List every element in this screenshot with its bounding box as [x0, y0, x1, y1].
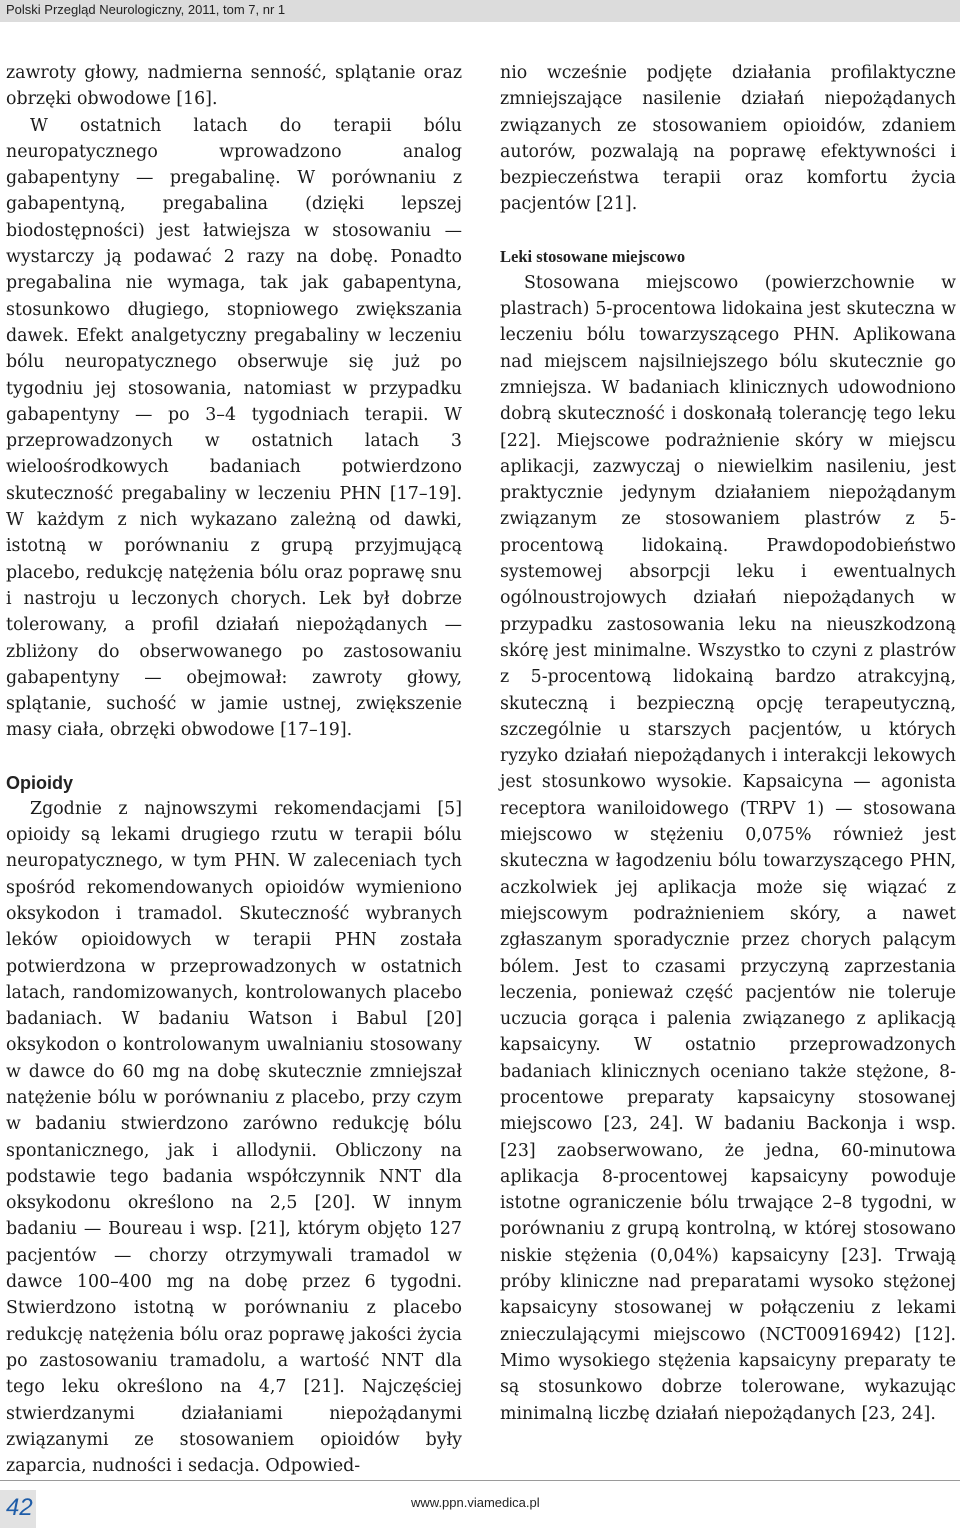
paragraph: Stosowana miejscowo (powierzchownie w plastrach) 5-procentowa lidokaina jest skuteczna w leczeniu bólu towarzyszącego PHN. Aplikowana nad miejscem najsilniejszego bólu skutecznie go zmniejsza. W badaniach klinicznych udowodniono dobrą skuteczność i doskonałą tolerancję tego leku [22]. Miejscowe podrażnienie skóry w miejscu aplikacji, zazwyczaj o niewielkim nasileniu, jest praktycznie jedynym działaniem niepożądanym związanym ze stosowaniem plastrów z 5-procentową lidokainą. Prawdopodobieństwo systemowej absorpcji leku i ewentualnych ogólnoustrojowych działań niepożądanych w przypadku zastosowania leku na nieuszkodzoną skórę jest minimalne. Wszystko to czyni z plastrów z 5-procentową lidokainą bardzo atrakcyjną, skuteczną i bezpieczną opcję terapeutyczną, szczególnie u starszych pacjentów, u których ryzyko działań niepożądanych i interakcji lekowych jest stosunkowo wysokie. Kapsaicyna — agonista receptora waniloidowego (TRPV 1) — stosowana miejscowo w stężeniu 0,075% również jest skuteczna w łagodzeniu bólu towarzyszącego PHN, aczkolwiek jej aplikacja może się wiązać z miejscowym podrażnieniem skóry, a nawet zgłaszanym sporadycznie przez chorych palącym bólem. Jest to czasami przyczyną zaprzestania leczenia, ponieważ część pacjentów nie toleruje uczucia gorąca i palenia związanego z aplikacją kapsaicyny. W ostatnio przeprowadzonych badaniach klinicznych oceniano także stężone, 8-procentowe preparaty kapsaicyny stosowanej miejscowo [23, 24]. W badaniu Backonja i wsp. [23] zaobserwowano, że jedna, 60-minutowa aplikacja 8-procentowej kapsaicyny powoduje istotne ograniczenie bólu trwające 2–8 tygodni, w porównaniu z grupą kontrolną, w której stosowano niskie stężenia (0,04%) kapsaicyny [23]. Trwają próby kliniczne nad preparatami wysoko stężonej kapsaicyny stosowanej w połączeniu z lekami znieczulającymi miejscowo (NCT00916942) [12]. Mimo wysokiego stężenia kapsaicyny preparaty te są stosunkowo dobrze tolerowane, wykazując minimalną liczbę działań niepożądanych [23, 24]. [500, 272, 956, 1424]
footer-divider [0, 1480, 960, 1481]
section-heading-leki-miejscowo: Leki stosowane miejscowo [500, 246, 686, 266]
journal-title: Polski Przegląd Neurologiczny, 2011, tom 7, nr 1 [6, 2, 286, 17]
website-link[interactable]: www.ppn.viamedica.pl [411, 1495, 540, 1510]
journal-header-bar [0, 0, 960, 22]
left-column [6, 60, 462, 1479]
section-heading-opioidy: Opioidy [6, 772, 73, 793]
page-number: 42 [6, 1494, 33, 1521]
paragraph: nio wcześnie podjęte działania profilaktyczne zmniejszające nasilenie działań niepożądanych związanych ze stosowaniem opioidów, zdaniem autorów, pozwalają na poprawę efektywności i bezpieczeństwa terapii oraz komfortu życia pacjentów [21]. [500, 63, 956, 215]
paragraph: Zgodnie z najnowszymi rekomendacjami [5] opioidy są lekami drugiego rzutu w terapii bólu neuropatycznego, w tym PHN. W zaleceniach tych spośród rekomendowanych opioidów wymieniono oksykodon i tramadol. Skuteczność wybranych leków opioidowych w terapii PHN została potwierdzona w przeprowadzonych w ostatnich latach, randomizowanych, kontrolowanych placebo badaniach. W badaniu Watson i Babul [20] oksykodon o kontrolowanym uwalnianiu stosowany w dawce do 60 mg na dobę skutecznie zmniejszał natężenie bólu w porównaniu z placebo, przy czym w badaniu stwierdzono zarówno redukcję bólu spontanicznego, jak i allodynii. Obliczony na podstawie tego badania współczynnik NNT dla oksykodonu określono na 2,5 [20]. W innym badaniu — Boureau i wsp. [21], którym objęto 127 pacjentów — chorzy otrzymywali tramadol w dawce 100–400 mg na dobę przez 6 tygodni. Stwierdzono istotną w porównaniu z placebo redukcję natężenia bólu oraz poprawę jakości życia po zastosowaniu tramadolu, a wartość NNT dla tego leku określono na 4,7 [21]. Najczęściej stwierdzanymi działaniami niepożądanymi związanymi ze stosowaniem opioidów były zaparcia, nudności i sedacja. Odpowied- [6, 798, 462, 1477]
right-column [500, 60, 956, 1427]
paragraph: W ostatnich latach do terapii bólu neuropatycznego wprowadzono analog gabapentyny — pregabalinę. W porównaniu z gabapentyną, pregabalina (dzięki lepszej biodostępności) jest łatwiejsza w stosowaniu — wystarczy ją podawać 2 razy na dobę. Ponadto pregabalina nie wymaga, tak jak gabapentyna, stosunkowo długiego, stopniowego zwiększania dawek. Efekt analgetyczny pregabaliny w leczeniu bólu neuropatycznego obserwuje się już po tygodniu jej stosowania, natomiast w przypadku gabapentyny — po 3–4 tygodniach terapii. W przeprowadzonych w ostatnich latach 3 wieloośrodkowych badaniach potwierdzono skuteczność pregabaliny w leczeniu PHN [17–19]. W każdym z nich wykazano zależną od dawki, istotną w porównaniu z grupą przyjmującą placebo, redukcję natężenia bólu oraz poprawę snu i nastroju u leczonych chorych. Lek był dobrze tolerowany, a profil działań niepożądanych — zbliżony do obserwowanego po zastosowaniu gabapentyny — obejmował: zawroty głowy, splątanie, suchość w jamie ustnej, zwiększenie masy ciała, obrzęki obwodowe [17–19]. [6, 115, 462, 741]
paragraph: zawroty głowy, nadmierna senność, splątanie oraz obrzęki obwodowe [16]. [6, 63, 462, 110]
